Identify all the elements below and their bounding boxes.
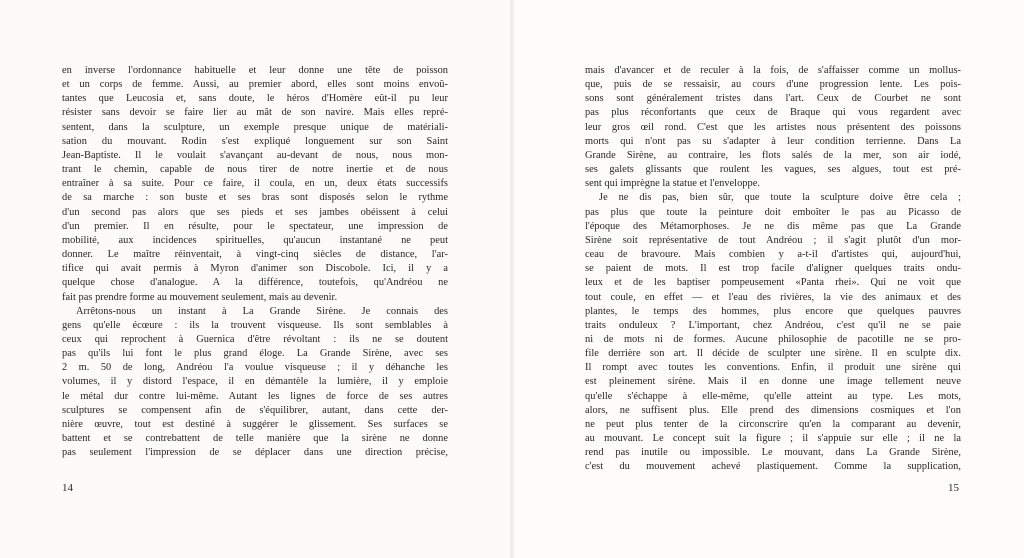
text-line: donner. Le maître réinventait, à vingt-cinq siècles de distance, l'ar- <box>62 249 448 261</box>
text-line: ceux qui reprochent à Guernica d'être révoltant : ils ne se doutent <box>62 333 448 345</box>
text-line: sculptures se compensent afin de s'équilibrer, autant, dans cette der- <box>62 404 448 416</box>
text-line: plantes, le temps des hommes, plus encore que quelques pauvres <box>585 305 961 317</box>
text-line: tantes que Leucosia et, sans doute, le héros d'Homère eût-il pu leur <box>62 93 448 105</box>
text-line: Jean-Baptiste. Il le voulait s'avançant au-devant de nous, nous mon- <box>62 149 448 161</box>
text-line: mais d'avancer et de reculer à la fois, de s'affaisser comme un mollus- <box>585 65 961 76</box>
text-line: Sirène soit représentative de tout Andréou ; il s'agit plutôt d'un mor- <box>585 234 961 246</box>
text-line: qu'elle s'échappe à elle-même, qu'elle atteint au type. Les mots, <box>585 390 961 402</box>
text-line: battent et se contrebattent de telle manière que la sirène ne donne <box>62 433 448 445</box>
text-line: alors, ne suffisent plus. Elle prend des dimensions cosmiques et l'on <box>585 404 961 416</box>
text-line: file derrière son art. Il décide de sculpter une sirène. Il en sculpte dix. <box>585 348 961 360</box>
text-line: gens qu'elle écœure : ils la trouvent visqueuse. Ils sont semblables à <box>62 319 448 331</box>
text-line: ceau de bravoure. Mais combien y a-t-il d'artistes qui, aujourd'hui, <box>585 249 961 261</box>
text-line: rend pas inutile ou impossible. Le mouvant, dans La Grande Sirène, <box>585 447 961 459</box>
text-line: résister sans devoir se faire lier au mât de son navire. Mais elles repré- <box>62 107 448 119</box>
text-line: volumes, il y distord l'espace, il en démantèle la lumière, il y emploie <box>62 376 448 388</box>
text-line: sent qui imprègne la statue et l'enveloppe. <box>585 178 760 190</box>
text-line: pas qu'ils lui font le plus grand éloge. La Grande Sirène, avec ses <box>62 348 448 360</box>
text-line: au mouvant. Le concept suit la figure ; il s'appuie sur elle ; il ne la <box>585 433 961 445</box>
text-line: mobilité, aux incidences spirituelles, qu'aucun instantané ne peut <box>62 234 448 246</box>
text-line: en inverse l'ordonnance habituelle et leur donne une tête de poisson <box>62 65 448 76</box>
book-gutter <box>509 0 515 558</box>
right-page <box>512 0 1024 558</box>
text-line: ne peut plus tenter de la circonscrire qu'en la comparant au devenir, <box>585 418 961 430</box>
text-line: c'est du mouvement achevé plastiquement. Comme la supplication, <box>585 461 961 473</box>
right-page-text <box>585 64 961 475</box>
text-line: pas seulement l'impression de se déplacer dans une direction précise, <box>62 447 448 459</box>
text-line: de sa marche : son buste et ses bras sont disposés selon le rythme <box>62 192 448 204</box>
text-line: nière œuvre, tout est destiné à suggérer le glissement. Ses surfaces se <box>62 418 448 430</box>
text-line: et un corps de femme. Aussi, au premier abord, elles sont moins envoû- <box>62 79 448 91</box>
text-line: le métal dur contre lui-même. Autant les lignes de force de ses autres <box>62 390 448 402</box>
text-line: leur gros œil rond. C'est que les artistes nous présentent des poissons <box>585 121 961 133</box>
text-line: morts qui n'ont pas su s'adapter à leur condition terrienne. Dans La <box>585 135 961 147</box>
text-line: que, puis de se ressaisir, au cours d'une progression lente. Les pois- <box>585 79 961 91</box>
text-line: entraîner à sa suite. Pour ce faire, il coula, en un, deux états successifs <box>62 178 448 190</box>
left-page-number: 14 <box>62 482 73 494</box>
text-line: ni de mots ni de formes. Aucune philosophie de pacotille ne se pro- <box>585 333 961 345</box>
text-line: tifice qui avait permis à Myron d'animer son Discobole. Ici, il y a <box>62 263 448 275</box>
text-line: d'un second pas alors que ses pieds et ses jambes obéissent à celui <box>62 206 448 218</box>
text-line: tout coule, en effet — et l'eau des rivières, la vie des animaux et des <box>585 291 961 303</box>
text-line: Grande Sirène, au contraire, les flots salés de la mer, son air iodé, <box>585 149 961 161</box>
text-line: quelque chose d'analogue. A la différence, toutefois, qu'Andréou ne <box>62 277 448 289</box>
text-line: est pleinement sirène. Mais il en donne une image tellement neuve <box>585 376 961 388</box>
text-line: leux et de les baptiser pompeusement «Panta rhei». Qui ne voit que <box>585 277 961 289</box>
text-line: ses galets glissants que roulent les vagues, ses algues, tout est pré- <box>585 164 961 176</box>
text-line: 2 m. 50 de long, Andréou l'a voulue visqueuse ; il y déhanche les <box>62 362 448 374</box>
right-page-number: 15 <box>948 482 959 494</box>
text-line: sation du mouvant. Rodin s'est expliqué longuement sur son Saint <box>62 135 448 147</box>
left-page-text <box>62 64 448 460</box>
text-line: Je ne dis pas, bien sûr, que toute la sculpture doive être cela ; <box>599 192 961 204</box>
text-line: pas plus que toute la peinture doit emboîter le pas au Picasso de <box>585 206 961 218</box>
text-line: traits onduleux ? L'important, chez Andréou, c'est qu'il ne se paie <box>585 319 961 331</box>
text-line: sons sont généralement tristes dans l'art. Ceux de Courbet ne sont <box>585 93 961 105</box>
text-line: sentent, dans la sculpture, un exemple presque unique de matériali- <box>62 121 448 133</box>
text-line: Il rompt avec toutes les conventions. Enfin, il produit une sirène qui <box>585 362 961 374</box>
text-line: Arrêtons-nous un instant à La Grande Sirène. Je connais des <box>76 305 448 317</box>
text-line: d'un premier. Il en résulte, pour le spectateur, une impression de <box>62 220 448 232</box>
text-line: se paient de mots. Il est trop facile d'aligner quelques traits ondu- <box>585 263 961 275</box>
text-line: trant le chemin, capable de nous tirer de notre inertie et de nous <box>62 164 448 176</box>
text-line: l'époque des Métamorphoses. Je ne dis même pas que La Grande <box>585 220 961 232</box>
text-line: fait pas prendre forme au mouvement seulement, mais au devenir. <box>62 291 338 303</box>
text-line: pas plus réconfortants que ceux de Braque qui vous regardent avec <box>585 107 961 119</box>
